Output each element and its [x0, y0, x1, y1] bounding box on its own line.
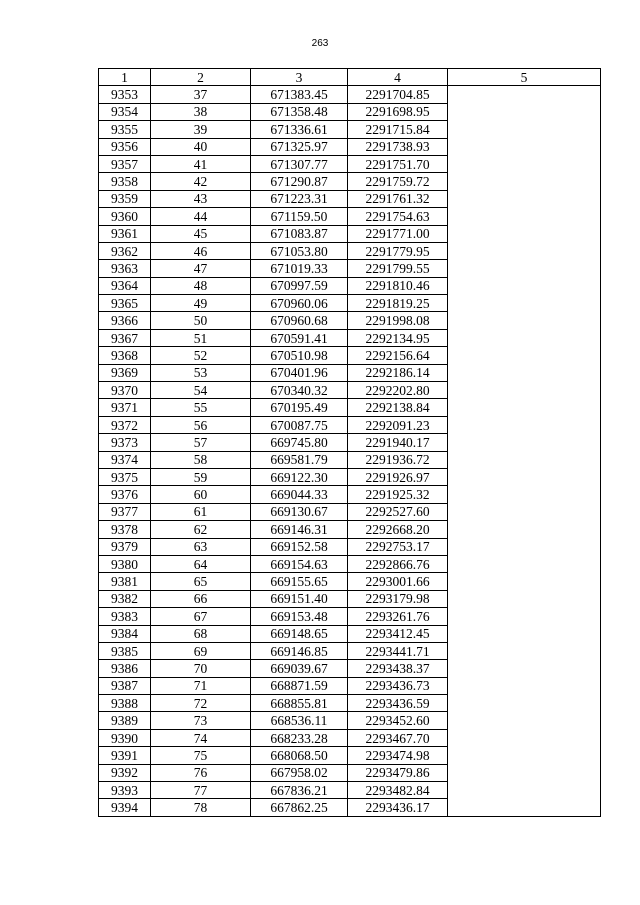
table-cell-col-3: 670340.32 [251, 382, 348, 399]
table-cell-col-1: 9357 [99, 155, 151, 172]
table-cell-col-3: 670960.68 [251, 312, 348, 329]
table-cell-col-3: 671053.80 [251, 242, 348, 259]
table-cell-col-2: 64 [151, 555, 251, 572]
table-cell-col-1: 9384 [99, 625, 151, 642]
table-cell-col-4: 2292527.60 [348, 503, 448, 520]
table-cell-col-3: 670510.98 [251, 347, 348, 364]
table-cell-col-1: 9371 [99, 399, 151, 416]
table-cell-col-1: 9373 [99, 434, 151, 451]
table-cell-col-2: 74 [151, 729, 251, 746]
table-cell-col-2: 54 [151, 382, 251, 399]
table-cell-col-1: 9355 [99, 121, 151, 138]
table-cell-col-2: 61 [151, 503, 251, 520]
table-cell-col-3: 670401.96 [251, 364, 348, 381]
table-cell-col-4: 2292138.84 [348, 399, 448, 416]
table-cell-col-2: 63 [151, 538, 251, 555]
table-cell-col-4: 2292866.76 [348, 555, 448, 572]
table-cell-col-4: 2293179.98 [348, 590, 448, 607]
table-cell-col-3: 671383.45 [251, 86, 348, 103]
table-cell-col-4: 2291761.32 [348, 190, 448, 207]
table-cell-col-3: 667958.02 [251, 764, 348, 781]
table-cell-col-3: 670960.06 [251, 295, 348, 312]
table-cell-col-2: 47 [151, 260, 251, 277]
table-cell-col-1: 9374 [99, 451, 151, 468]
table-cell-col-2: 55 [151, 399, 251, 416]
page-number: 263 [311, 38, 329, 49]
table-cell-col-1: 9379 [99, 538, 151, 555]
table-cell-col-1: 9393 [99, 782, 151, 799]
table-cell-col-4: 2292753.17 [348, 538, 448, 555]
table-cell-col-4: 2293479.86 [348, 764, 448, 781]
header-col-5: 5 [448, 69, 601, 86]
table-cell-col-3: 671336.61 [251, 121, 348, 138]
table-cell-col-1: 9367 [99, 329, 151, 346]
table-cell-col-3: 670997.59 [251, 277, 348, 294]
table-cell-col-2: 48 [151, 277, 251, 294]
table-cell-col-3: 669154.63 [251, 555, 348, 572]
table-cell-col-2: 37 [151, 86, 251, 103]
table-cell-col-4: 2293474.98 [348, 747, 448, 764]
table-cell-col-3: 668233.28 [251, 729, 348, 746]
table-cell-col-2: 44 [151, 208, 251, 225]
table-cell-col-2: 73 [151, 712, 251, 729]
table-cell-col-1: 9386 [99, 660, 151, 677]
table-cell-col-4: 2292091.23 [348, 416, 448, 433]
table-cell-col-2: 51 [151, 329, 251, 346]
table-cell-col-1: 9388 [99, 695, 151, 712]
table-cell-col-1: 9360 [99, 208, 151, 225]
table-cell-col-3: 669155.65 [251, 573, 348, 590]
table-cell-col-1: 9359 [99, 190, 151, 207]
table-cell-col-4: 2293001.66 [348, 573, 448, 590]
table-cell-col-2: 58 [151, 451, 251, 468]
table-cell-col-2: 76 [151, 764, 251, 781]
table-cell-col-1: 9390 [99, 729, 151, 746]
table-cell-col-1: 9368 [99, 347, 151, 364]
table-cell-col-3: 667836.21 [251, 782, 348, 799]
table-cell-col-3: 669146.31 [251, 521, 348, 538]
table-cell-col-1: 9358 [99, 173, 151, 190]
table-cell-col-1: 9369 [99, 364, 151, 381]
table-cell-col-3: 668068.50 [251, 747, 348, 764]
table-cell-col-2: 53 [151, 364, 251, 381]
table-cell-col-3: 668871.59 [251, 677, 348, 694]
table-cell-col-4: 2293436.17 [348, 799, 448, 816]
table-cell-col-4: 2293467.70 [348, 729, 448, 746]
table-cell-col-1: 9356 [99, 138, 151, 155]
table-cell-col-2: 68 [151, 625, 251, 642]
table-cell-col-4: 2293482.84 [348, 782, 448, 799]
table-cell-col-2: 67 [151, 608, 251, 625]
table-cell-col-4: 2293261.76 [348, 608, 448, 625]
table-cell-col-3: 671290.87 [251, 173, 348, 190]
table-cell-col-4: 2291779.95 [348, 242, 448, 259]
table-cell-col-4: 2292668.20 [348, 521, 448, 538]
table-cell-col-3: 669152.58 [251, 538, 348, 555]
table-cell-col-1: 9365 [99, 295, 151, 312]
table-cell-col-2: 38 [151, 103, 251, 120]
table-cell-col-1: 9376 [99, 486, 151, 503]
table-cell-col-2: 42 [151, 173, 251, 190]
table-cell-col-4: 2291715.84 [348, 121, 448, 138]
table-cell-col-4: 2292156.64 [348, 347, 448, 364]
table-cell-col-4: 2292202.80 [348, 382, 448, 399]
table-body [99, 86, 601, 816]
table-cell-col-4: 2291754.63 [348, 208, 448, 225]
table-cell-col-4: 2291704.85 [348, 86, 448, 103]
table-cell-col-4: 2293452.60 [348, 712, 448, 729]
coordinates-table [98, 68, 601, 817]
table-cell-col-4: 2291925.32 [348, 486, 448, 503]
table-cell-col-1: 9363 [99, 260, 151, 277]
table-cell-col-2: 62 [151, 521, 251, 538]
table-cell-col-1: 9391 [99, 747, 151, 764]
table-cell-col-1: 9385 [99, 642, 151, 659]
table-cell-col-3: 667862.25 [251, 799, 348, 816]
table-cell-col-4: 2291799.55 [348, 260, 448, 277]
table-cell-col-4: 2291751.70 [348, 155, 448, 172]
table-cell-col-3: 669044.33 [251, 486, 348, 503]
table-cell-col-1: 9354 [99, 103, 151, 120]
table-cell-col-1: 9375 [99, 468, 151, 485]
table-cell-col-1: 9362 [99, 242, 151, 259]
table-cell-col-2: 46 [151, 242, 251, 259]
table-cell-col-1: 9372 [99, 416, 151, 433]
table-cell-col-1: 9380 [99, 555, 151, 572]
header-col-4: 4 [348, 69, 448, 86]
table-cell-col-3: 669153.48 [251, 608, 348, 625]
table-cell-col-3: 669745.80 [251, 434, 348, 451]
table-cell-col-4: 2293441.71 [348, 642, 448, 659]
table-cell-col-4: 2292186.14 [348, 364, 448, 381]
table-cell-col-2: 40 [151, 138, 251, 155]
table-cell-col-3: 671083.87 [251, 225, 348, 242]
table-cell-col-1: 9366 [99, 312, 151, 329]
table-cell-col-4: 2291998.08 [348, 312, 448, 329]
table-cell-col-4: 2291738.93 [348, 138, 448, 155]
table-cell-col-1: 9370 [99, 382, 151, 399]
table-cell-col-4: 2291819.25 [348, 295, 448, 312]
table-cell-col-2: 50 [151, 312, 251, 329]
table-cell-col-2: 49 [151, 295, 251, 312]
table-cell-col-2: 52 [151, 347, 251, 364]
table-cell-col-3: 668536.11 [251, 712, 348, 729]
table-cell-col-1: 9378 [99, 521, 151, 538]
table-cell-col-3: 669122.30 [251, 468, 348, 485]
table-cell-col-2: 41 [151, 155, 251, 172]
table-cell-col-3: 669148.65 [251, 625, 348, 642]
table-cell-col-1: 9392 [99, 764, 151, 781]
table-cell-col-1: 9382 [99, 590, 151, 607]
table-cell-col-4: 2291936.72 [348, 451, 448, 468]
table-cell-col-3: 669039.67 [251, 660, 348, 677]
table-cell-col-2: 57 [151, 434, 251, 451]
table-cell-col-2: 71 [151, 677, 251, 694]
table-cell-col-2: 70 [151, 660, 251, 677]
table-row [99, 86, 601, 103]
table-cell-col-4: 2291926.97 [348, 468, 448, 485]
table-cell-col-1: 9383 [99, 608, 151, 625]
table-cell-col-3: 669130.67 [251, 503, 348, 520]
table-cell-col-2: 45 [151, 225, 251, 242]
table-cell-col-2: 66 [151, 590, 251, 607]
table-cell-col-1: 9387 [99, 677, 151, 694]
table-cell-col-2: 69 [151, 642, 251, 659]
table-cell-col-3: 669146.85 [251, 642, 348, 659]
table-cell-col-2: 78 [151, 799, 251, 816]
table-cell-col-5-merged [448, 86, 601, 816]
table-cell-col-3: 671325.97 [251, 138, 348, 155]
table-cell-col-3: 671307.77 [251, 155, 348, 172]
table-cell-col-2: 39 [151, 121, 251, 138]
table-cell-col-3: 670195.49 [251, 399, 348, 416]
table-cell-col-3: 670591.41 [251, 329, 348, 346]
table-cell-col-4: 2291698.95 [348, 103, 448, 120]
table-cell-col-4: 2293412.45 [348, 625, 448, 642]
table-cell-col-1: 9377 [99, 503, 151, 520]
table-cell-col-3: 671019.33 [251, 260, 348, 277]
table-cell-col-2: 75 [151, 747, 251, 764]
table-cell-col-2: 59 [151, 468, 251, 485]
table-cell-col-4: 2291810.46 [348, 277, 448, 294]
table-cell-col-1: 9353 [99, 86, 151, 103]
table-cell-col-2: 72 [151, 695, 251, 712]
table-cell-col-4: 2293436.73 [348, 677, 448, 694]
table-cell-col-2: 43 [151, 190, 251, 207]
table-cell-col-1: 9381 [99, 573, 151, 590]
header-col-1: 1 [99, 69, 151, 86]
table-cell-col-2: 65 [151, 573, 251, 590]
table-cell-col-4: 2292134.95 [348, 329, 448, 346]
table-cell-col-4: 2293438.37 [348, 660, 448, 677]
table-cell-col-1: 9361 [99, 225, 151, 242]
table-cell-col-4: 2291759.72 [348, 173, 448, 190]
table-cell-col-1: 9394 [99, 799, 151, 816]
table-cell-col-3: 668855.81 [251, 695, 348, 712]
table-cell-col-3: 669581.79 [251, 451, 348, 468]
table-cell-col-2: 60 [151, 486, 251, 503]
table-cell-col-3: 671223.31 [251, 190, 348, 207]
table-cell-col-1: 9364 [99, 277, 151, 294]
table-cell-col-3: 669151.40 [251, 590, 348, 607]
table-cell-col-1: 9389 [99, 712, 151, 729]
table-cell-col-3: 671159.50 [251, 208, 348, 225]
table-cell-col-3: 670087.75 [251, 416, 348, 433]
table-cell-col-4: 2293436.59 [348, 695, 448, 712]
table-cell-col-2: 77 [151, 782, 251, 799]
header-col-3: 3 [251, 69, 348, 86]
table-header-row [99, 69, 601, 86]
header-col-2: 2 [151, 69, 251, 86]
table-cell-col-3: 671358.48 [251, 103, 348, 120]
table-cell-col-2: 56 [151, 416, 251, 433]
table-cell-col-4: 2291940.17 [348, 434, 448, 451]
table-cell-col-4: 2291771.00 [348, 225, 448, 242]
